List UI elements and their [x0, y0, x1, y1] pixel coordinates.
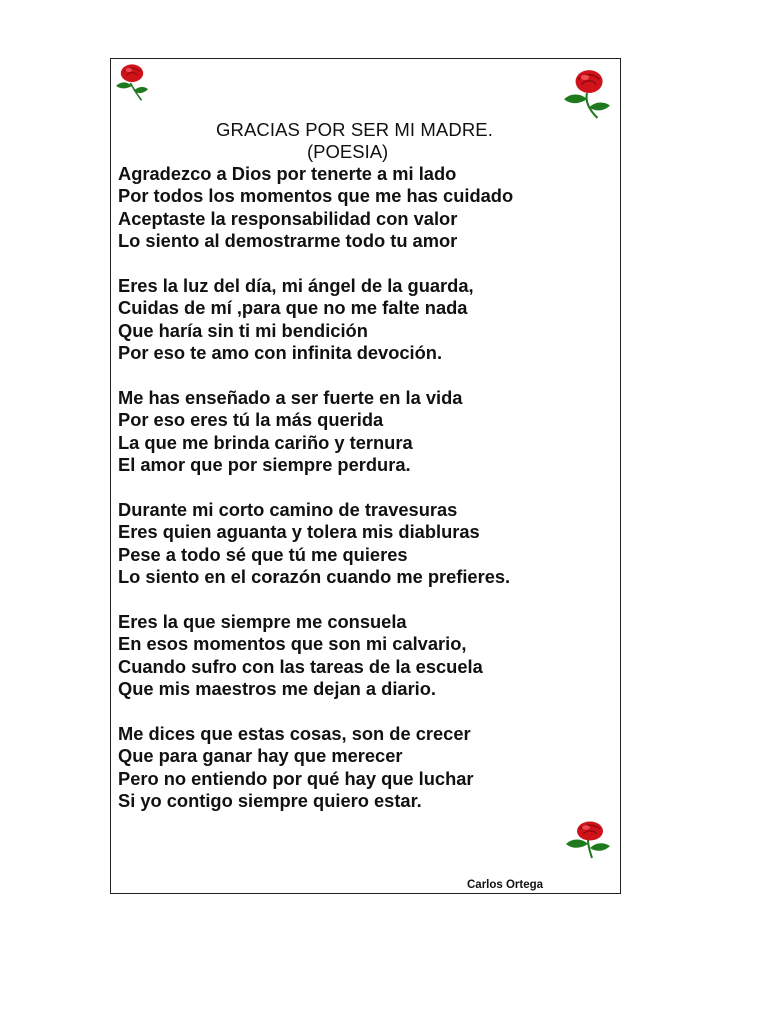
poem-line: Cuando sufro con las tareas de la escuela	[118, 655, 483, 677]
poem-line: Aceptaste la responsabilidad con valor	[118, 207, 458, 229]
stanza	[118, 611, 618, 701]
stanza	[118, 387, 618, 477]
poem-line: El amor que por siempre perdura.	[118, 454, 411, 476]
poem-line: Que haría sin ti mi bendición	[118, 319, 368, 341]
poem-line: La que me brinda cariño y ternura	[118, 431, 413, 453]
stanza	[118, 163, 618, 253]
poem-line: Agradezco a Dios por tenerte a mi lado	[118, 163, 457, 184]
author-signature: Carlos Ortega	[467, 879, 544, 891]
poem-line: Si yo contigo siempre quiero estar.	[118, 789, 422, 811]
poem-line: Cuidas de mí ,para que no me falte nada	[118, 297, 468, 319]
poem-body	[118, 163, 618, 835]
rose-icon	[562, 68, 612, 120]
poem-line: Por eso te amo con infinita devoción.	[118, 342, 443, 364]
stanza	[118, 723, 618, 813]
poem-line: Me dices que estas cosas, son de crecer	[118, 722, 471, 744]
poem-line: Pero no entiendo por qué hay que luchar	[118, 767, 474, 789]
poem-title: GRACIAS POR SER MI MADRE.	[216, 119, 493, 140]
poem-line: Eres la luz del día, mi ángel de la guarda,	[118, 274, 474, 296]
poem-line: Que mis maestros me dejan a diario.	[118, 677, 437, 699]
poem-line: Eres la que siempre me consuela	[118, 610, 407, 632]
rose-icon	[110, 62, 154, 102]
poem-line: Por eso eres tú la más querida	[118, 409, 384, 431]
poem-line: Lo siento en el corazón cuando me prefieres.	[118, 566, 511, 588]
poem-line: Que para ganar hay que merecer	[118, 745, 403, 767]
poem-line: Pese a todo sé que tú me quieres	[118, 543, 408, 565]
poem-line: En esos momentos que son mi calvario,	[118, 633, 467, 655]
stanza	[118, 499, 618, 589]
poem-line: Eres quien aguanta y tolera mis diabluras	[118, 521, 480, 543]
poem-line: Lo siento al demostrarme todo tu amor	[118, 230, 458, 252]
poem-line: Durante mi corto camino de travesuras	[118, 498, 458, 520]
stanza	[118, 275, 618, 365]
poem-subtitle: (POESIA)	[307, 141, 389, 162]
poem-line: Por todos los momentos que me has cuidado	[118, 185, 514, 207]
poem-line: Me has enseñado a ser fuerte en la vida	[118, 386, 463, 408]
